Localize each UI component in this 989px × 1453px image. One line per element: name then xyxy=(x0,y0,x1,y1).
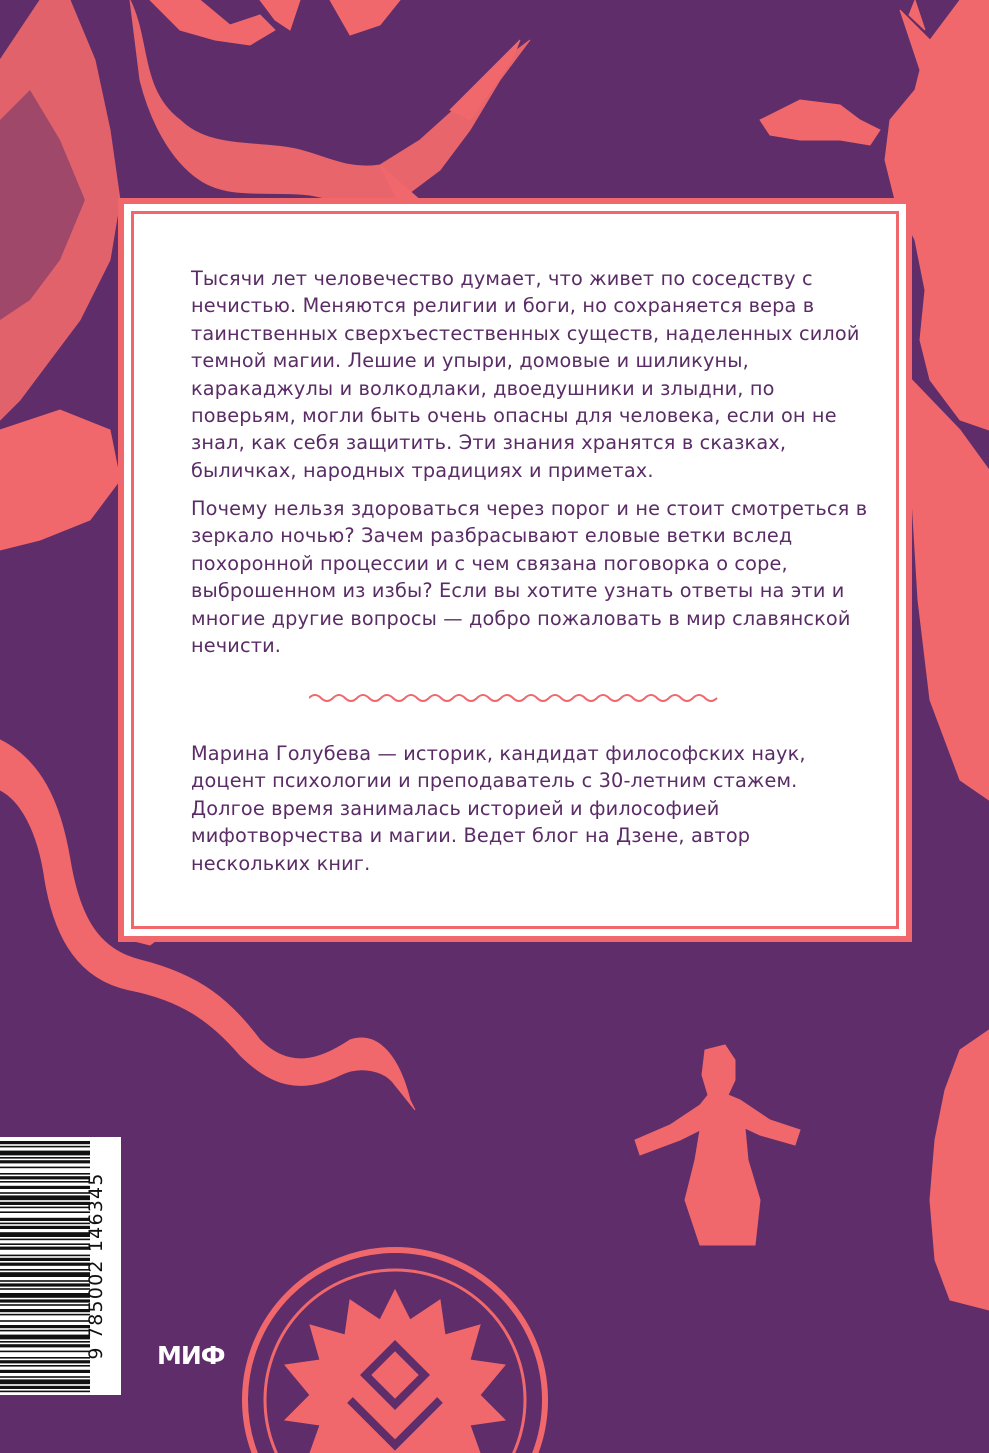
barcode-bar xyxy=(0,1365,90,1367)
barcode-bar xyxy=(0,1239,90,1241)
barcode-bar xyxy=(0,1151,90,1156)
barcode-bar xyxy=(0,1314,90,1316)
barcode-bar xyxy=(0,1370,90,1373)
barcode-bar xyxy=(0,1223,90,1225)
barcode-bar xyxy=(0,1243,90,1245)
barcode-bar xyxy=(0,1226,90,1229)
barcode-bar xyxy=(0,1263,90,1266)
barcode-bar xyxy=(0,1211,90,1213)
sun-sign-ornament xyxy=(245,1250,545,1453)
barcode-bar xyxy=(0,1335,90,1340)
description-panel-inner xyxy=(124,204,906,936)
barcode-bar xyxy=(0,1360,90,1363)
barcode-bar xyxy=(0,1391,90,1393)
straw-doll-figure xyxy=(635,1045,800,1245)
barcode-bar xyxy=(0,1181,90,1183)
publisher-logo: МИФ xyxy=(157,1341,225,1370)
barcode-bar xyxy=(0,1176,90,1179)
barcode-bar xyxy=(0,1146,90,1148)
barcode-bar xyxy=(0,1255,90,1257)
barcode-bar xyxy=(0,1288,90,1290)
barcode-bar xyxy=(0,1218,90,1221)
barcode-bar xyxy=(0,1232,90,1237)
barcode-bar xyxy=(0,1293,90,1298)
barcode-bar xyxy=(0,1379,90,1384)
barcode-bar xyxy=(0,1304,90,1306)
barcode-bar xyxy=(0,1330,90,1332)
author-bio xyxy=(191,740,871,877)
barcode-bar xyxy=(0,1207,90,1209)
barcode-bar xyxy=(0,1269,90,1271)
barcode-bars xyxy=(0,1137,90,1395)
barcode-bar xyxy=(0,1173,90,1175)
barcode-bar xyxy=(0,1283,90,1286)
description-paragraph-2 xyxy=(191,495,871,659)
dragon-illustration xyxy=(130,0,530,225)
barcode-bar xyxy=(0,1195,90,1200)
barcode-bar xyxy=(0,1341,90,1343)
barcode-bar xyxy=(0,1202,90,1205)
description-panel xyxy=(118,198,912,942)
barcode-bar xyxy=(0,1351,90,1353)
barcode-bar xyxy=(0,1325,90,1328)
barcode-bar xyxy=(0,1157,90,1159)
barcode-number: 9 785002 146345 xyxy=(85,1172,107,1360)
barcode-bar xyxy=(0,1186,90,1189)
barcode-bar xyxy=(0,1376,90,1378)
isbn-barcode xyxy=(0,1137,121,1395)
description-text-1: Тысячи лет человечество думает, что живет по соседству с нечистью. Меняются религии и боги, но сохраняется вера в таинственных сверхъестественных существ, наделенных силой темной магии. Лешие и упыри, домовые и шиликуны, каракаджулы и волкодлаки, двоедушники и злыдни, по поверьям, могли быть очень опасны для человека, если он не знал, как себя защитить. Эти знания хранятся в сказках, быличках, народных традициях и приметах. xyxy=(191,267,860,482)
wave-divider xyxy=(309,692,721,704)
barcode-bar xyxy=(0,1141,90,1144)
author-bio-text: Марина Голубева — историк, кандидат философских наук, доцент психологии и преподаватель с 30-летним стажем. Долгое время занималась историей и философией мифотворчества и магии. Ведет блог на Дзене, автор нескольких книг. xyxy=(191,742,806,875)
barcode-bar xyxy=(0,1344,90,1347)
figure-bottom-right xyxy=(930,1030,989,1310)
barcode-bar xyxy=(0,1357,90,1359)
barcode-bar xyxy=(0,1309,90,1312)
barcode-bar xyxy=(0,1299,90,1302)
barcode-bar xyxy=(0,1386,90,1389)
barcode-bar xyxy=(0,1258,90,1261)
barcode-bar xyxy=(0,1247,90,1250)
barcode-bar xyxy=(0,1160,90,1163)
description-paragraph-1 xyxy=(191,265,871,484)
barcode-bar xyxy=(0,1192,90,1194)
barcode-bar xyxy=(0,1167,90,1169)
wing-illustration xyxy=(0,0,120,550)
description-text-2: Почему нельзя здороваться через порог и не стоит смотреться в зеркало ночью? Зачем разбрасывают еловые ветки вслед похоронной процессии и с чем связана поговорка о соре, выброшенном из избы? Если вы хотите узнать ответы на эти и многие другие вопросы — добро пожаловать в мир славянской нечисти. xyxy=(191,497,868,658)
barcode-bar xyxy=(0,1272,90,1277)
barcode-bar xyxy=(0,1320,90,1322)
barcode-bar xyxy=(0,1280,90,1282)
